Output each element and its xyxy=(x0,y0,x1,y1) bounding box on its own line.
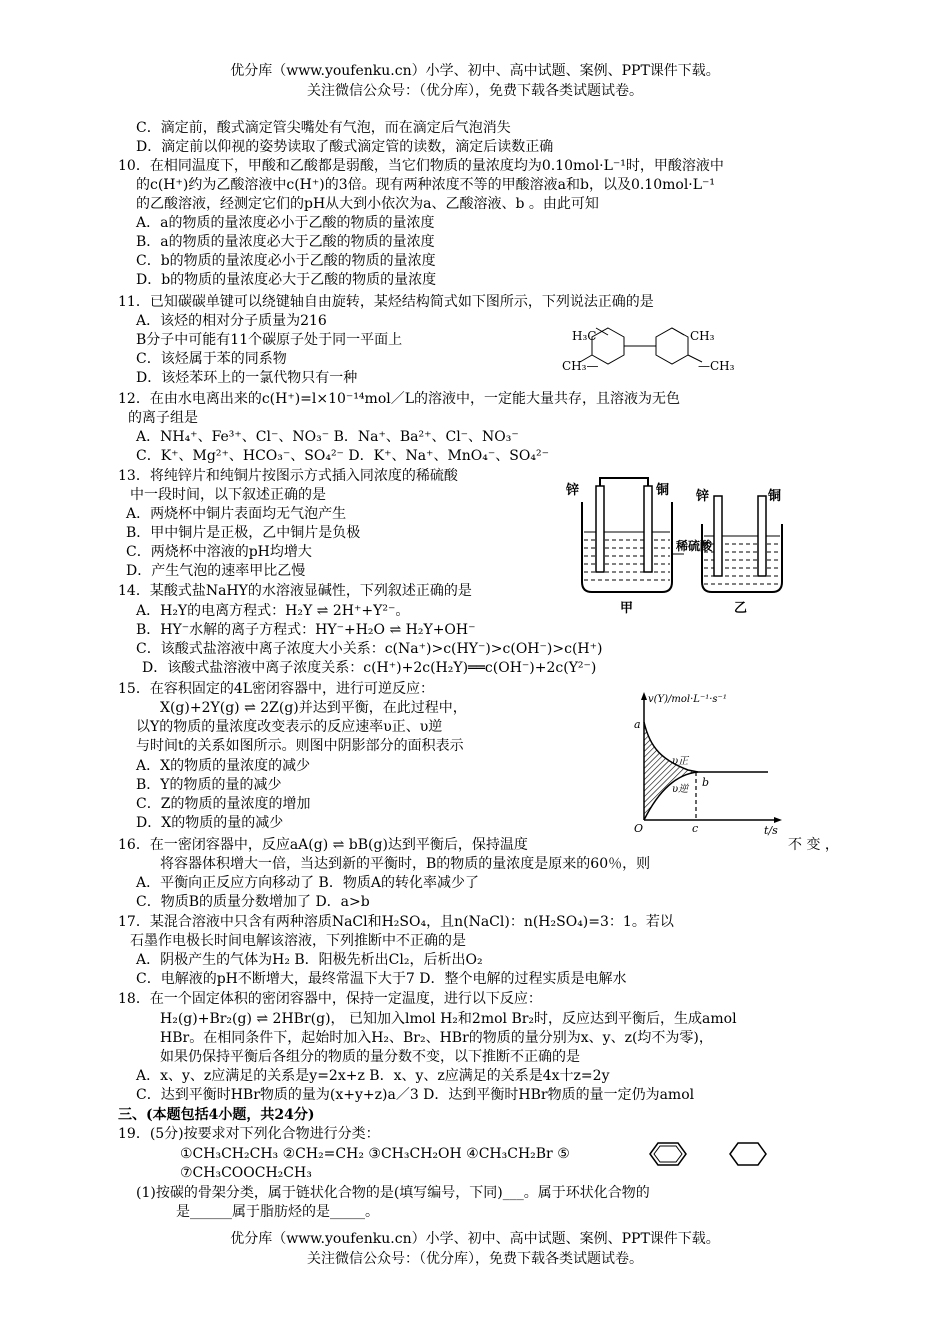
methyl-label-bottom-left: CH₃— xyxy=(562,359,599,373)
ring-structures-figure xyxy=(642,1140,772,1168)
methyl-label-top-right: CH₃ xyxy=(690,329,715,343)
q10-option-a: A．a的物质的量浓度必小于乙酸的物质的量浓度 xyxy=(136,215,435,231)
q18-options-ab: A．x、y、z应满足的关系是y=2x+z B．x、y、z应满足的关系是4x十z=2y xyxy=(136,1068,610,1084)
q15-option-c: C．Z的物质的量浓度的增加 xyxy=(136,796,311,812)
q9-option-d: D．滴定前以仰视的姿势读取了酸式滴定管的读数，滴定后读数正确 xyxy=(136,139,554,155)
copper-label-jia: 铜 xyxy=(656,483,670,498)
q13-stem-2: 中一段时间，以下叙述正确的是 xyxy=(130,487,326,503)
methyl-label-top-left: H₃C xyxy=(572,329,597,343)
beaker-jia-label: 甲 xyxy=(620,601,634,616)
q12-options-ab: A．NH₄⁺、Fe³⁺、Cl⁻、NO₃⁻ B．Na⁺、Ba²⁺、Cl⁻、NO₃⁻ xyxy=(136,429,519,445)
graph-point-a: a xyxy=(634,718,641,731)
q11-option-a: A．该烃的相对分子质量为216 xyxy=(136,313,327,329)
q15-stem-1: 15．在容积固定的4L密闭容器中，进行可逆反应： xyxy=(118,681,435,697)
beaker-yi-label: 乙 xyxy=(734,601,748,616)
graph-point-b: b xyxy=(702,776,710,789)
q19-part1-line1: (1)按碳的骨架分类，属于链状化合物的是(填写编号，下同)___。属于环状化合物的 xyxy=(136,1185,650,1201)
methyl-label-bottom-right: —CH₃ xyxy=(698,359,735,373)
q18-options-cd: C．达到平衡时HBr物质的量为(x+y+z)a／3 D．达到平衡时HBr物质的量一定仍为amol xyxy=(136,1087,695,1103)
q19-stem: 19．(5分)按要求对下列化合物进行分类： xyxy=(118,1126,380,1142)
q11-option-d: D．该烃苯环上的一氯代物只有一种 xyxy=(136,370,358,386)
q15-option-b: B．Y的物质的量的减少 xyxy=(136,777,282,793)
zinc-label-yi: 锌 xyxy=(696,489,710,504)
q18-stem-3: HBr。在相同条件下，起始时加入H₂、Br₂、HBr的物质的量分别为x、y、z(均不为零)， xyxy=(160,1030,713,1046)
beaker-cells-figure xyxy=(560,474,790,624)
acid-label: 稀硫酸 xyxy=(676,539,713,553)
q14-option-d: D．该酸式盐溶液中离子浓度关系：c(H⁺)+2c(H₂Y)══c(OH⁻)+2c(Y²⁻) xyxy=(142,660,597,676)
q13-option-c: C．两烧杯中溶液的pH均增大 xyxy=(126,544,312,560)
footer-line-2: 关注微信公众号：（优分库），免费下载各类试题试卷。 xyxy=(307,1251,643,1267)
q17-options-ab: A．阴极产生的气体为H₂ B．阳极先析出Cl₂，后析出O₂ xyxy=(136,952,483,968)
q10-option-b: B．a的物质的量浓度必大于乙酸的物质的量浓度 xyxy=(136,234,435,250)
q18-stem-4: 如果仍保持平衡后各组分的物质的量分数不变，以下推断不正确的是 xyxy=(160,1049,580,1065)
q15-option-a: A．X的物质的量浓度的减少 xyxy=(136,758,311,774)
q16-stem-1-tail: 不 变 ， xyxy=(788,837,839,853)
q12-stem-2: 的离子组是 xyxy=(128,410,198,426)
q12-stem-1: 12．在由水电离出来的c(H⁺)=l×10⁻¹⁴mol／L的溶液中，一定能大量共存，且溶液为无色 xyxy=(118,391,681,407)
q19-compounds-1: ①CH₃CH₂CH₃ ②CH₂=CH₂ ③CH₃CH₂OH ④CH₃CH₂Br ⑤ xyxy=(180,1146,570,1162)
q15-stem-4: 与时间t的关系如图所示。则图中阴影部分的面积表示 xyxy=(136,738,464,754)
q14-option-c: C．该酸式盐溶液中离子浓度大小关系：c(Na⁺)>c(HY⁻)>c(OH⁻)>c(H⁺) xyxy=(136,641,603,657)
q17-stem-1: 17．某混合溶液中只含有两种溶质NaCl和H₂SO₄，且n(NaCl)：n(H₂SO₄)=3：1。若以 xyxy=(118,914,674,930)
reverse-rate-label: υ逆 xyxy=(672,784,689,795)
q18-stem-1: 18．在一个固定体积的密闭容器中，保持一定温度，进行以下反应： xyxy=(118,991,542,1007)
q11-option-c: C．该烃属于苯的同系物 xyxy=(136,351,287,367)
q17-options-cd: C．电解液的pH不断增大，最终常温下大于7 D．整个电解的过程实质是电解水 xyxy=(136,971,627,987)
q16-stem-2: 将容器体积增大一倍，当达到新的平衡时，B的物质的量浓度是原来的60％，则 xyxy=(160,856,651,872)
graph-y-axis-label: v(Y)/mol·L⁻¹·s⁻¹ xyxy=(648,694,727,705)
q10-option-d: D．b的物质的量浓度必大于乙酸的物质的量浓度 xyxy=(136,272,437,288)
q15-stem-3: 以Y的物质的量浓度改变表示的反应速率υ正、υ逆 xyxy=(136,719,443,735)
q10-stem-2: 的c(H⁺)约为乙酸溶液中c(H⁺)的3倍。现有两种浓度不等的甲酸溶液a和b，以及0.10mol·L⁻¹ xyxy=(136,177,716,193)
footer-line-1: 优分库（www.youfenku.cn）小学、初中、高中试题、案例、PPT课件下载。 xyxy=(230,1231,720,1247)
q14-option-a: A．H₂Y的电离方程式：H₂Y ⇌ 2H⁺+Y²⁻。 xyxy=(136,603,410,619)
q16-options-ab: A．平衡向正反应方向移动了 B．物质A的转化率减少了 xyxy=(136,875,479,891)
q19-part1-line2: 是______属于脂肪烃的是_____。 xyxy=(176,1204,379,1220)
q13-option-a: A．两烧杯中铜片表面均无气泡产生 xyxy=(126,506,347,522)
q14-stem: 14．某酸式盐NaHY的水溶液显碱性，下列叙述正确的是 xyxy=(118,583,472,599)
q16-options-cd: C．物质B的质量分数增加了 D．a>b xyxy=(136,894,370,910)
q10-stem-3: 的乙酸溶液，经测定它们的pH从大到小依次为a、乙酸溶液、b 。由此可知 xyxy=(136,196,599,212)
q13-option-d: D．产生气泡的速率甲比乙慢 xyxy=(126,563,306,579)
forward-rate-label: υ正 xyxy=(672,756,689,767)
graph-x-axis-label: t/s xyxy=(764,824,778,836)
q16-stem-1: 16．在一密闭容器中，反应aA(g) ⇌ bB(g)达到平衡后，保持温度 xyxy=(118,837,528,853)
q17-stem-2: 石墨作电极长时间电解该溶液，下列推断中不正确的是 xyxy=(130,933,466,949)
q13-stem-1: 13．将纯锌片和纯铜片按图示方式插入同浓度的稀硫酸 xyxy=(118,468,458,484)
q9-option-c: C．滴定前，酸式滴定管尖嘴处有气泡，而在滴定后气泡消失 xyxy=(136,120,511,136)
q15-option-d: D．X的物质的量的减少 xyxy=(136,815,284,831)
q19-compounds-2: ⑦CH₃COOCH₂CH₃ xyxy=(180,1165,312,1181)
q15-stem-2: X(g)+2Y(g) ⇌ 2Z(g)并达到平衡，在此过程中， xyxy=(160,700,467,716)
q12-options-cd: C．K⁺、Mg²⁺、HCO₃⁻、SO₄²⁻ D．K⁺、Na⁺、MnO₄⁻、SO₄²⁻ xyxy=(136,448,549,464)
q18-stem-2: H₂(g)+Br₂(g) ⇌ 2HBr(g)， 已知加入lmol H₂和2mol Br₂时，反应达到平衡后，生成amol xyxy=(160,1011,737,1027)
biphenyl-structure-figure xyxy=(560,318,760,380)
q10-stem-1: 10．在相同温度下，甲酸和乙酸都是弱酸，当它们物质的量浓度均为0.10mol·L⁻¹时，甲酸溶液中 xyxy=(118,158,724,174)
rate-time-graph xyxy=(628,688,788,836)
header-line-1: 优分库（www.youfenku.cn）小学、初中、高中试题、案例、PPT课件下载。 xyxy=(230,63,720,79)
q13-option-b: B．甲中铜片是正极，乙中铜片是负极 xyxy=(126,525,361,541)
copper-label-yi: 铜 xyxy=(768,489,782,504)
q11-stem: 11．已知碳碳单键可以绕键轴自由旋转，某烃结构简式如下图所示，下列说法正确的是 xyxy=(118,294,654,310)
graph-origin: O xyxy=(634,822,644,835)
zinc-label-jia: 锌 xyxy=(566,483,580,498)
section-3-heading: 三、(本题包括4小题，共24分) xyxy=(118,1107,315,1123)
q10-option-c: C．b的物质的量浓度必小于乙酸的物质的量浓度 xyxy=(136,253,436,269)
header-line-2: 关注微信公众号：（优分库），免费下载各类试题试卷。 xyxy=(307,83,643,99)
q11-option-b: B分子中可能有11个碳原子处于同一平面上 xyxy=(136,332,403,348)
graph-point-c: c xyxy=(692,822,699,835)
q14-option-b: B．HY⁻水解的离子方程式：HY⁻+H₂O ⇌ H₂Y+OH⁻ xyxy=(136,622,476,638)
